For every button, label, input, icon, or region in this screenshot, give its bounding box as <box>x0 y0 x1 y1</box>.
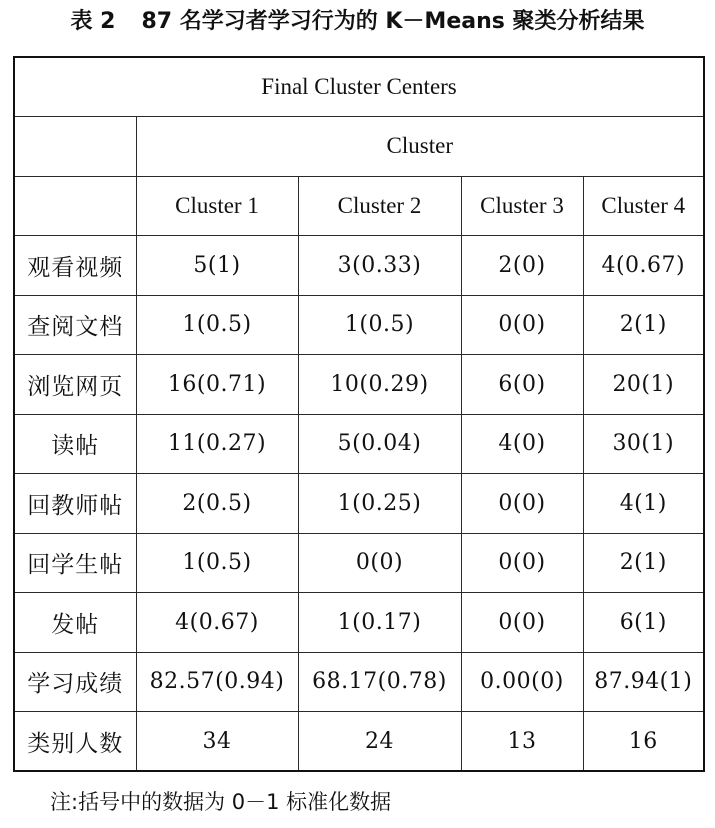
table-note: 注:括号中的数据为 0－1 标准化数据 <box>50 790 392 814</box>
table-cell: 1(0.25) <box>298 474 461 534</box>
table-cell: 2(1) <box>583 295 704 355</box>
table-cell: 6(1) <box>583 593 704 653</box>
table-row <box>14 593 704 653</box>
table-row <box>14 533 704 593</box>
row-label: 查阅文档 <box>14 295 136 355</box>
table-cell: 2(1) <box>583 533 704 593</box>
table-cell: 30(1) <box>583 414 704 474</box>
table-row <box>14 474 704 534</box>
table-cell: 20(1) <box>583 355 704 415</box>
table-cell: 2(0.5) <box>136 474 298 534</box>
table-cell: 4(1) <box>583 474 704 534</box>
column-header: Cluster 4 <box>583 176 704 236</box>
header-blank-cell <box>14 176 136 236</box>
table-cell: 5(0.04) <box>298 414 461 474</box>
column-header: Cluster 2 <box>298 176 461 236</box>
row-label: 发帖 <box>14 593 136 653</box>
table-number: 表 2 <box>70 9 116 34</box>
row-label: 学习成绩 <box>14 652 136 712</box>
table-cell: 2(0) <box>461 236 583 296</box>
table-row <box>14 355 704 415</box>
table-cell: 6(0) <box>461 355 583 415</box>
table-cell: 4(0.67) <box>136 593 298 653</box>
table-cell: 24 <box>298 712 461 772</box>
table-cell: 0(0) <box>461 533 583 593</box>
header-cluster: Cluster <box>136 117 704 177</box>
table-cell: 4(0) <box>461 414 583 474</box>
table-cell: 13 <box>461 712 583 772</box>
table-cell: 10(0.29) <box>298 355 461 415</box>
cluster-results-table <box>13 56 705 772</box>
table-caption <box>0 4 715 40</box>
table-cell: 82.57(0.94) <box>136 652 298 712</box>
table-title: 87 名学习者学习行为的 K－Means 聚类分析结果 <box>141 9 645 34</box>
table-cell: 5(1) <box>136 236 298 296</box>
header-blank-cell <box>14 117 136 177</box>
table-row <box>14 295 704 355</box>
table-cell: 1(0.17) <box>298 593 461 653</box>
column-header: Cluster 1 <box>136 176 298 236</box>
table-cell: 11(0.27) <box>136 414 298 474</box>
table-cell: 34 <box>136 712 298 772</box>
table-cell: 0(0) <box>298 533 461 593</box>
table-cell: 1(0.5) <box>136 533 298 593</box>
table-row <box>14 236 704 296</box>
table-cell: 0(0) <box>461 295 583 355</box>
header-row-group <box>14 117 704 177</box>
table-cell: 87.94(1) <box>583 652 704 712</box>
row-label: 回教师帖 <box>14 474 136 534</box>
row-label: 观看视频 <box>14 236 136 296</box>
table-cell: 16(0.71) <box>136 355 298 415</box>
table-cell: 3(0.33) <box>298 236 461 296</box>
table-cell: 0.00(0) <box>461 652 583 712</box>
header-row-main <box>14 57 704 117</box>
table-cell: 0(0) <box>461 593 583 653</box>
table-cell: 1(0.5) <box>298 295 461 355</box>
row-label: 浏览网页 <box>14 355 136 415</box>
table-row <box>14 712 704 772</box>
row-label: 类别人数 <box>14 712 136 772</box>
table-cell: 0(0) <box>461 474 583 534</box>
table-cell: 16 <box>583 712 704 772</box>
row-label: 回学生帖 <box>14 533 136 593</box>
table-cell: 68.17(0.78) <box>298 652 461 712</box>
table-row <box>14 414 704 474</box>
row-label: 读帖 <box>14 414 136 474</box>
table-cell: 4(0.67) <box>583 236 704 296</box>
table-cell: 1(0.5) <box>136 295 298 355</box>
header-final-cluster-centers: Final Cluster Centers <box>14 57 704 117</box>
header-row-columns <box>14 176 704 236</box>
table-row <box>14 652 704 712</box>
column-header: Cluster 3 <box>461 176 583 236</box>
